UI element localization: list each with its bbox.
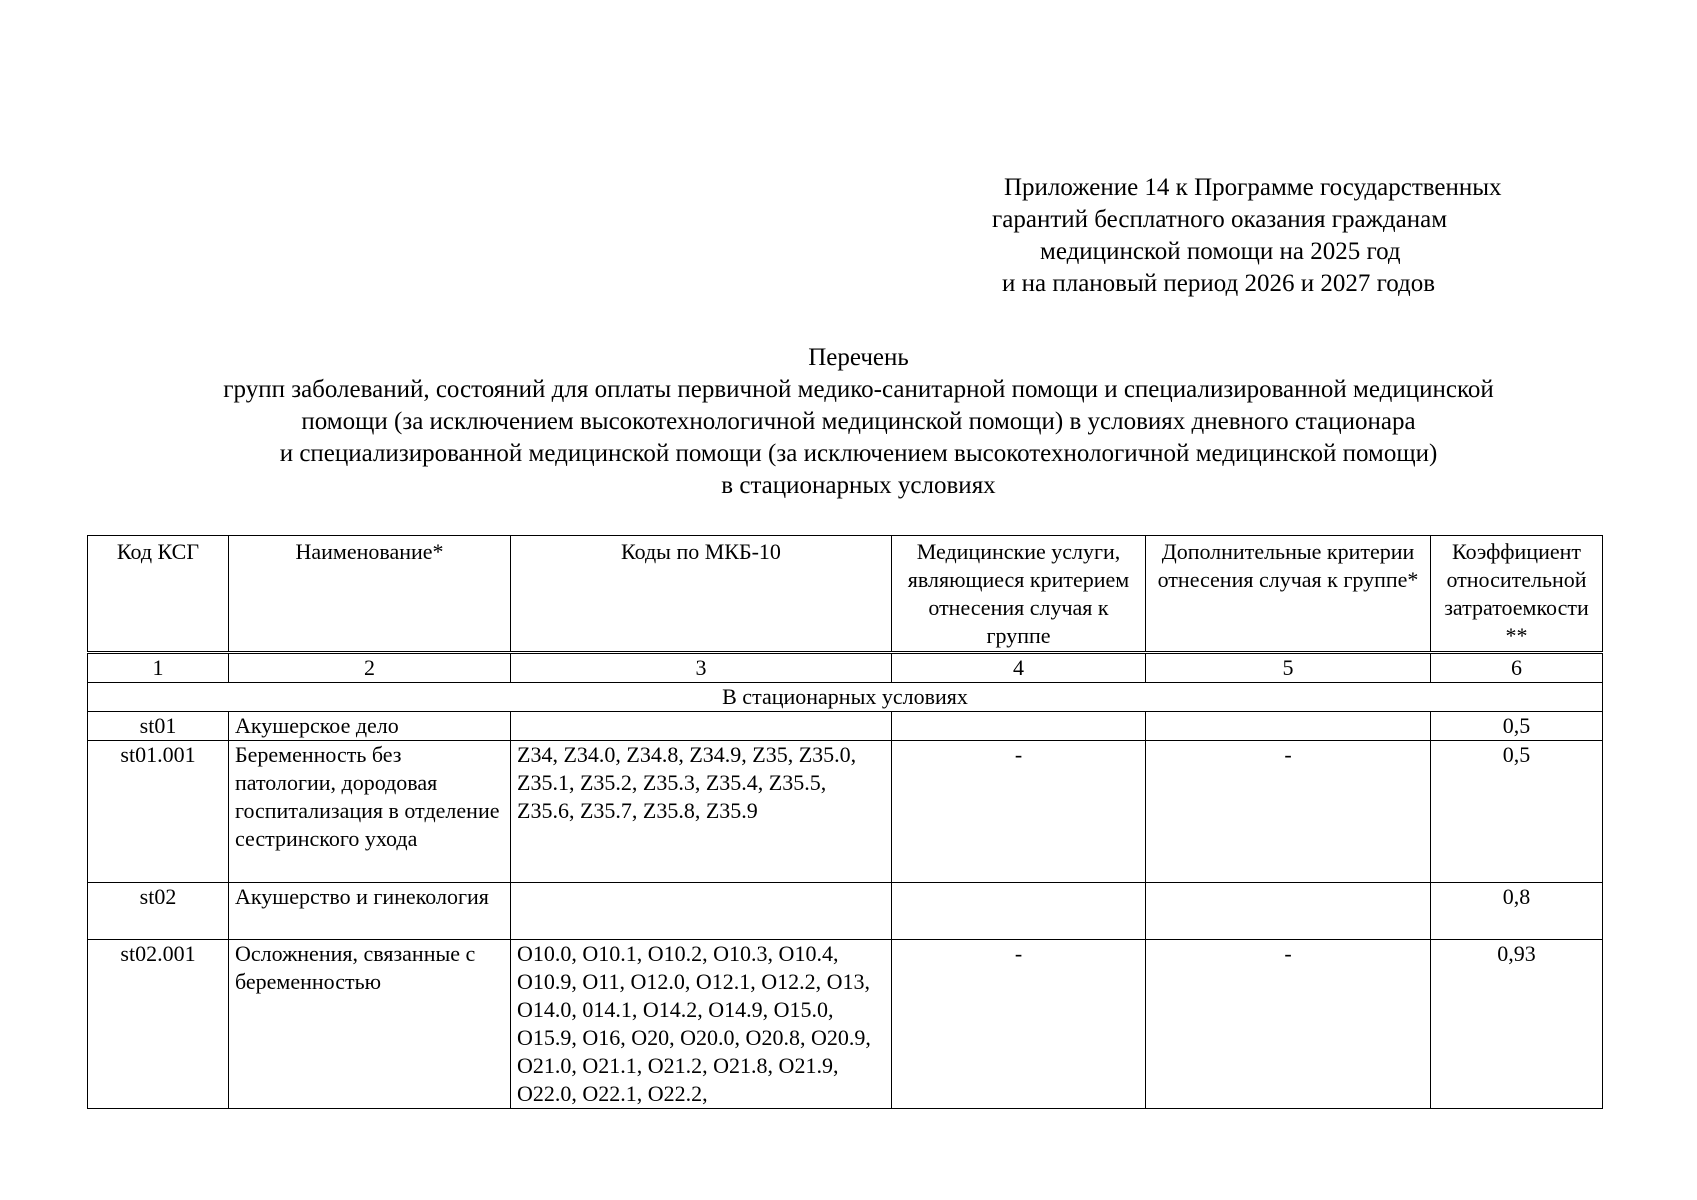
cell-coefficient: 0,5 — [1431, 741, 1603, 883]
column-number: 5 — [1146, 653, 1431, 683]
cell-mkb: Z34, Z34.0, Z34.8, Z34.9, Z35, Z35.0, Z35.1, Z35.2, Z35.3, Z35.4, Z35.5, Z35.6, Z35.7, Z35.8, Z35.9 — [511, 741, 892, 883]
cell-criteria — [1146, 883, 1431, 940]
column-number-row — [88, 653, 1603, 683]
cell-criteria: - — [1146, 741, 1431, 883]
appendix-line-1: Приложение 14 к Программе государственных — [1004, 174, 1502, 201]
title-line-2: групп заболеваний, состояний для оплаты первичной медико-санитарной помощи и специализированной медицинской — [223, 376, 1494, 403]
header-mkb: Коды по МКБ-10 — [511, 536, 892, 653]
cell-services: - — [892, 741, 1146, 883]
cell-criteria — [1146, 712, 1431, 741]
cell-name: Беременность без патологии, дородовая госпитализация в отделение сестринского ухода — [229, 741, 511, 883]
table-row — [88, 940, 1603, 1109]
cell-criteria: - — [1146, 940, 1431, 1109]
ksg-table — [87, 535, 1603, 1109]
cell-code: st01 — [88, 712, 229, 741]
column-number: 3 — [511, 653, 892, 683]
cell-services — [892, 883, 1146, 940]
section-row — [88, 683, 1603, 712]
title-line-4: и специализированной медицинской помощи (за исключением высокотехнологичной медицинской помощи) — [279, 440, 1438, 467]
cell-code: st02 — [88, 883, 229, 940]
cell-code: st01.001 — [88, 741, 229, 883]
cell-services: - — [892, 940, 1146, 1109]
appendix-line-4: и на плановый период 2026 и 2027 годов — [1002, 270, 1436, 297]
column-number: 4 — [892, 653, 1146, 683]
header-code: Код КСГ — [88, 536, 229, 653]
table-header-row — [88, 536, 1603, 653]
cell-code: st02.001 — [88, 940, 229, 1109]
table-row — [88, 712, 1603, 741]
table-row — [88, 883, 1603, 940]
cell-services — [892, 712, 1146, 741]
column-number: 2 — [229, 653, 511, 683]
table-row — [88, 741, 1603, 883]
header-name: Наименование* — [229, 536, 511, 653]
cell-name: Осложнения, связанные с беременностью — [229, 940, 511, 1109]
appendix-line-3: медицинской помощи на 2025 год — [1040, 238, 1401, 265]
appendix-header — [930, 172, 1630, 300]
cell-name: Акушерство и гинекология — [229, 883, 511, 940]
header-services: Медицинские услуги, являющиеся критерием отнесения случая к группе — [892, 536, 1146, 653]
cell-mkb — [511, 883, 892, 940]
cell-coefficient: 0,5 — [1431, 712, 1603, 741]
title-line-1: Перечень — [808, 344, 909, 371]
cell-mkb — [511, 712, 892, 741]
header-coefficient: Коэффициент относительной затратоемкости ** — [1431, 536, 1603, 653]
column-number: 6 — [1431, 653, 1603, 683]
cell-mkb: O10.0, O10.1, O10.2, O10.3, O10.4, O10.9, O11, O12.0, O12.1, O12.2, O13, O14.0, 014.1, O14.2, O14.9, O15.0, O15.9, O16, O20, O20.0, O20.8, O20.9, O21.0, O21.1, O21.2, O21.8, O21.9, O22.0, O22.1, O22.2, — [511, 940, 892, 1109]
column-number: 1 — [88, 653, 229, 683]
title-line-5: в стационарных условиях — [721, 472, 996, 499]
document-title — [90, 342, 1627, 502]
appendix-line-2: гарантий бесплатного оказания гражданам — [992, 206, 1448, 233]
cell-name: Акушерское дело — [229, 712, 511, 741]
section-label: В стационарных условиях — [88, 683, 1603, 712]
cell-coefficient: 0,8 — [1431, 883, 1603, 940]
title-line-3: помощи (за исключением высокотехнологичной медицинской помощи) в условиях дневного стационара — [301, 408, 1416, 435]
header-criteria: Дополнительные критерии отнесения случая к группе* — [1146, 536, 1431, 653]
cell-coefficient: 0,93 — [1431, 940, 1603, 1109]
